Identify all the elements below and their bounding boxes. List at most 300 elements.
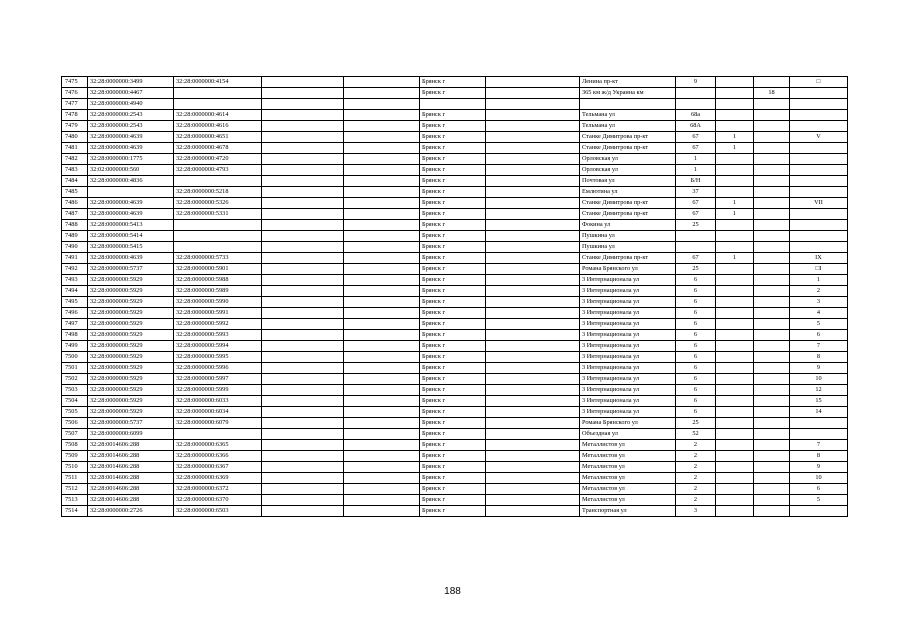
cell-house-number: 2 — [676, 440, 716, 451]
table-row — [62, 473, 848, 484]
cell-street: 3 Интернационала ул — [580, 352, 676, 363]
cell-city: Брянск г — [420, 330, 486, 341]
cell-building-number — [716, 264, 754, 275]
table-row — [62, 99, 848, 110]
cell-flat-number — [754, 253, 790, 264]
cell-city: Брянск г — [420, 407, 486, 418]
cell-flat-number — [754, 220, 790, 231]
cell-col-empty-3 — [486, 396, 580, 407]
cell-col-empty-1 — [262, 396, 344, 407]
cell-city: Брянск г — [420, 396, 486, 407]
cell-street: Металлистов ул — [580, 495, 676, 506]
cell-city: Брянск г — [420, 385, 486, 396]
cell-cadastral-number-parent: 32:28:0014606:288 — [88, 495, 174, 506]
cell-cadastral-number-parent: 32:28:0000000:3499 — [88, 77, 174, 88]
cell-col-empty-3 — [486, 275, 580, 286]
cell-street: Пушкина ул — [580, 242, 676, 253]
cell-cadastral-number: 32:28:0000000:5999 — [174, 385, 262, 396]
cell-house-number: 67 — [676, 143, 716, 154]
table-row — [62, 88, 848, 99]
cell-row-number: 7475 — [62, 77, 88, 88]
table-row — [62, 396, 848, 407]
cell-room-number — [790, 231, 848, 242]
cell-row-number: 7512 — [62, 484, 88, 495]
table-row — [62, 209, 848, 220]
cell-building-number — [716, 99, 754, 110]
cell-building-number — [716, 407, 754, 418]
cell-flat-number — [754, 418, 790, 429]
cell-flat-number — [754, 176, 790, 187]
cell-building-number — [716, 330, 754, 341]
cell-row-number: 7479 — [62, 121, 88, 132]
cell-col-empty-1 — [262, 275, 344, 286]
cell-cadastral-number: 32:28:0000000:4678 — [174, 143, 262, 154]
cell-cadastral-number-parent: 32:28:0014606:288 — [88, 473, 174, 484]
cell-cadastral-number: 32:28:0000000:5990 — [174, 297, 262, 308]
cell-col-empty-3 — [486, 407, 580, 418]
cell-room-number — [790, 121, 848, 132]
cell-room-number — [790, 110, 848, 121]
cell-building-number: 1 — [716, 209, 754, 220]
cell-col-empty-3 — [486, 374, 580, 385]
cell-col-empty-3 — [486, 77, 580, 88]
cell-col-empty-1 — [262, 264, 344, 275]
cell-flat-number — [754, 242, 790, 253]
table-row — [62, 440, 848, 451]
cell-building-number: 1 — [716, 198, 754, 209]
cell-room-number: 6 — [790, 484, 848, 495]
cell-cadastral-number-parent: 32:28:0000000:1775 — [88, 154, 174, 165]
cell-city: Брянск г — [420, 484, 486, 495]
cell-city: Брянск г — [420, 165, 486, 176]
cell-flat-number — [754, 187, 790, 198]
table-row — [62, 429, 848, 440]
page-number: 188 — [444, 586, 461, 597]
cell-row-number: 7508 — [62, 440, 88, 451]
table-row — [62, 220, 848, 231]
cell-building-number — [716, 176, 754, 187]
cell-row-number: 7507 — [62, 429, 88, 440]
cell-row-number: 7499 — [62, 341, 88, 352]
cell-col-empty-1 — [262, 352, 344, 363]
table-row — [62, 154, 848, 165]
cell-cadastral-number-parent: 32:28:0000000:5929 — [88, 275, 174, 286]
cell-city: Брянск г — [420, 253, 486, 264]
cell-street: Металлистов ул — [580, 462, 676, 473]
cell-row-number: 7486 — [62, 198, 88, 209]
cell-row-number: 7476 — [62, 88, 88, 99]
cell-cadastral-number: 32:28:0000000:6370 — [174, 495, 262, 506]
cell-building-number: 1 — [716, 253, 754, 264]
cell-street: Орловская ул — [580, 165, 676, 176]
cell-building-number — [716, 451, 754, 462]
cell-row-number: 7502 — [62, 374, 88, 385]
cell-city: Брянск г — [420, 352, 486, 363]
cell-col-empty-1 — [262, 176, 344, 187]
cell-city: Брянск г — [420, 429, 486, 440]
table-row — [62, 77, 848, 88]
table-row — [62, 319, 848, 330]
cell-street: Орловская ул — [580, 154, 676, 165]
cell-street: Транспортная ул — [580, 506, 676, 517]
table-row — [62, 297, 848, 308]
cell-city: Брянск г — [420, 308, 486, 319]
cell-cadastral-number-parent: 32:28:0014606:288 — [88, 462, 174, 473]
cell-row-number: 7483 — [62, 165, 88, 176]
cell-street: Станке Димитрова пр-кт — [580, 198, 676, 209]
cell-building-number — [716, 495, 754, 506]
cell-col-empty-3 — [486, 495, 580, 506]
cell-col-empty-2 — [344, 88, 420, 99]
cell-building-number — [716, 462, 754, 473]
cell-building-number — [716, 121, 754, 132]
cell-col-empty-2 — [344, 396, 420, 407]
cell-row-number: 7500 — [62, 352, 88, 363]
cell-city: Брянск г — [420, 77, 486, 88]
cell-col-empty-2 — [344, 198, 420, 209]
cell-col-empty-2 — [344, 176, 420, 187]
cell-cadastral-number: 32:28:0000000:5901 — [174, 264, 262, 275]
cell-flat-number — [754, 363, 790, 374]
cell-room-number — [790, 187, 848, 198]
cell-col-empty-2 — [344, 132, 420, 143]
cell-building-number — [716, 352, 754, 363]
cell-col-empty-3 — [486, 385, 580, 396]
cell-row-number: 7504 — [62, 396, 88, 407]
table-row — [62, 495, 848, 506]
cell-building-number — [716, 473, 754, 484]
cell-col-empty-3 — [486, 462, 580, 473]
cell-cadastral-number-parent: 32:28:0000000:5414 — [88, 231, 174, 242]
cell-street: 3 Интернационала ул — [580, 275, 676, 286]
cadastral-table — [61, 76, 848, 517]
cell-city: Брянск г — [420, 264, 486, 275]
cell-street: Металлистов ул — [580, 473, 676, 484]
table-row — [62, 242, 848, 253]
cell-flat-number — [754, 154, 790, 165]
cell-cadastral-number-parent: 32:28:0014606:288 — [88, 440, 174, 451]
cell-house-number: 2 — [676, 473, 716, 484]
cell-flat-number: 18 — [754, 88, 790, 99]
cell-row-number: 7509 — [62, 451, 88, 462]
cell-room-number: 1 — [790, 275, 848, 286]
cell-building-number — [716, 154, 754, 165]
cell-cadastral-number-parent: 32:28:0000000:5929 — [88, 308, 174, 319]
table-row — [62, 198, 848, 209]
cell-building-number — [716, 275, 754, 286]
cell-room-number — [790, 165, 848, 176]
cell-col-empty-1 — [262, 407, 344, 418]
cell-room-number: 6 — [790, 330, 848, 341]
cell-cadastral-number-parent: 32:28:0000000:5415 — [88, 242, 174, 253]
cell-building-number — [716, 319, 754, 330]
cell-street: 3 Интернационала ул — [580, 385, 676, 396]
cell-cadastral-number: 32:28:0000000:5991 — [174, 308, 262, 319]
cell-house-number: 6 — [676, 319, 716, 330]
cell-building-number: 1 — [716, 143, 754, 154]
cell-cadastral-number: 32:28:0000000:5997 — [174, 374, 262, 385]
cell-row-number: 7477 — [62, 99, 88, 110]
cell-building-number — [716, 484, 754, 495]
cell-room-number — [790, 220, 848, 231]
cell-cadastral-number-parent: 32:28:0000000:4639 — [88, 132, 174, 143]
cell-col-empty-3 — [486, 418, 580, 429]
cell-cadastral-number: 32:28:0000000:4614 — [174, 110, 262, 121]
cell-building-number — [716, 165, 754, 176]
cell-cadastral-number-parent: 32:28:0000000:4639 — [88, 198, 174, 209]
cell-room-number: 3 — [790, 297, 848, 308]
cell-room-number — [790, 429, 848, 440]
cell-col-empty-1 — [262, 429, 344, 440]
cell-cadastral-number-parent: 32:28:0000000:5737 — [88, 264, 174, 275]
cell-col-empty-2 — [344, 110, 420, 121]
cell-row-number: 7480 — [62, 132, 88, 143]
table-row — [62, 341, 848, 352]
cell-street: 3 Интернационала ул — [580, 308, 676, 319]
table-row — [62, 451, 848, 462]
cell-house-number: 3 — [676, 506, 716, 517]
cell-col-empty-1 — [262, 110, 344, 121]
cell-house-number — [676, 231, 716, 242]
cell-street: Ленина пр-кт — [580, 77, 676, 88]
cell-flat-number — [754, 319, 790, 330]
cell-flat-number — [754, 275, 790, 286]
cell-col-empty-2 — [344, 462, 420, 473]
cell-col-empty-2 — [344, 506, 420, 517]
cell-col-empty-3 — [486, 286, 580, 297]
table-row — [62, 407, 848, 418]
cell-room-number — [790, 99, 848, 110]
cell-street: Тельмана ул — [580, 110, 676, 121]
cell-col-empty-3 — [486, 319, 580, 330]
cell-col-empty-2 — [344, 242, 420, 253]
cell-house-number: 67 — [676, 198, 716, 209]
cell-street: Станке Димитрова пр-кт — [580, 132, 676, 143]
cell-street: Металлистов ул — [580, 451, 676, 462]
cell-col-empty-3 — [486, 242, 580, 253]
cell-col-empty-1 — [262, 484, 344, 495]
cell-cadastral-number: 32:28:0000000:6033 — [174, 396, 262, 407]
table-row — [62, 462, 848, 473]
cell-street: Металлистов ул — [580, 440, 676, 451]
cell-street: 3 Интернационала ул — [580, 363, 676, 374]
cell-street: 365 км ж/д Украина км — [580, 88, 676, 99]
cell-house-number: 6 — [676, 308, 716, 319]
cell-cadastral-number: 32:28:0000000:5326 — [174, 198, 262, 209]
cell-flat-number — [754, 143, 790, 154]
cell-row-number: 7487 — [62, 209, 88, 220]
cell-cadastral-number: 32:28:0000000:6369 — [174, 473, 262, 484]
cell-flat-number — [754, 209, 790, 220]
cell-city: Брянск г — [420, 462, 486, 473]
cell-col-empty-1 — [262, 132, 344, 143]
cell-cadastral-number-parent: 32:28:0000000:4467 — [88, 88, 174, 99]
cell-flat-number — [754, 132, 790, 143]
cell-col-empty-2 — [344, 484, 420, 495]
cell-col-empty-2 — [344, 187, 420, 198]
cell-building-number — [716, 187, 754, 198]
cell-room-number — [790, 506, 848, 517]
cell-flat-number — [754, 198, 790, 209]
cell-flat-number — [754, 473, 790, 484]
cell-cadastral-number: 32:28:0000000:5218 — [174, 187, 262, 198]
cell-row-number: 7485 — [62, 187, 88, 198]
cell-building-number — [716, 77, 754, 88]
cell-house-number: 6 — [676, 407, 716, 418]
cell-flat-number — [754, 451, 790, 462]
cell-flat-number — [754, 330, 790, 341]
cell-col-empty-2 — [344, 165, 420, 176]
cell-street: Романа Брянского ул — [580, 418, 676, 429]
cell-city: Брянск г — [420, 363, 486, 374]
cell-cadastral-number-parent: 32:28:0000000:4639 — [88, 253, 174, 264]
cell-cadastral-number: 32:28:0000000:6503 — [174, 506, 262, 517]
cell-flat-number — [754, 484, 790, 495]
cell-col-empty-2 — [344, 451, 420, 462]
cell-room-number: 8 — [790, 451, 848, 462]
cell-room-number — [790, 242, 848, 253]
cell-street — [580, 99, 676, 110]
cell-street: 3 Интернационала ул — [580, 374, 676, 385]
cell-col-empty-2 — [344, 231, 420, 242]
cell-col-empty-1 — [262, 198, 344, 209]
cell-col-empty-1 — [262, 319, 344, 330]
cell-house-number: 68а — [676, 110, 716, 121]
cell-row-number: 7505 — [62, 407, 88, 418]
cell-row-number: 7495 — [62, 297, 88, 308]
table-row — [62, 484, 848, 495]
cell-room-number: 10 — [790, 473, 848, 484]
cell-flat-number — [754, 506, 790, 517]
cell-col-empty-3 — [486, 253, 580, 264]
cell-house-number: 6 — [676, 363, 716, 374]
cell-house-number: Б/Н — [676, 176, 716, 187]
cell-row-number: 7496 — [62, 308, 88, 319]
cell-room-number — [790, 209, 848, 220]
table-row — [62, 110, 848, 121]
cell-cadastral-number — [174, 231, 262, 242]
cell-house-number: 2 — [676, 451, 716, 462]
cell-cadastral-number — [174, 429, 262, 440]
cell-building-number — [716, 308, 754, 319]
cell-flat-number — [754, 385, 790, 396]
cell-room-number: 7 — [790, 341, 848, 352]
cell-city: Брянск г — [420, 176, 486, 187]
cell-flat-number — [754, 440, 790, 451]
cell-city: Брянск г — [420, 231, 486, 242]
cell-col-empty-1 — [262, 253, 344, 264]
cell-cadastral-number: 32:28:0000000:4651 — [174, 132, 262, 143]
cell-house-number — [676, 88, 716, 99]
cell-col-empty-1 — [262, 143, 344, 154]
cell-street: 3 Интернационала ул — [580, 297, 676, 308]
cell-col-empty-3 — [486, 154, 580, 165]
cell-row-number: 7489 — [62, 231, 88, 242]
cell-col-empty-3 — [486, 99, 580, 110]
table-row — [62, 253, 848, 264]
cell-street: 3 Интернационала ул — [580, 286, 676, 297]
cell-house-number: 6 — [676, 385, 716, 396]
cell-cadastral-number-parent: 32:28:0000000:5929 — [88, 396, 174, 407]
cell-room-number: 12 — [790, 385, 848, 396]
cell-building-number — [716, 385, 754, 396]
table-row — [62, 308, 848, 319]
cell-cadastral-number: 32:28:0000000:4616 — [174, 121, 262, 132]
cell-street: Пушкина ул — [580, 231, 676, 242]
cell-col-empty-1 — [262, 330, 344, 341]
cell-room-number — [790, 176, 848, 187]
cell-col-empty-3 — [486, 451, 580, 462]
cell-cadastral-number: 32:28:0000000:5992 — [174, 319, 262, 330]
cell-col-empty-3 — [486, 198, 580, 209]
cell-row-number: 7488 — [62, 220, 88, 231]
cell-cadastral-number-parent: 32:28:0000000:5929 — [88, 385, 174, 396]
cell-flat-number — [754, 264, 790, 275]
cell-building-number: 1 — [716, 132, 754, 143]
cell-row-number: 7490 — [62, 242, 88, 253]
cell-col-empty-3 — [486, 110, 580, 121]
cell-col-empty-2 — [344, 220, 420, 231]
cell-city: Брянск г — [420, 341, 486, 352]
cell-room-number — [790, 418, 848, 429]
cell-col-empty-1 — [262, 242, 344, 253]
cell-col-empty-3 — [486, 506, 580, 517]
cell-building-number — [716, 506, 754, 517]
cell-cadastral-number: 32:28:0000000:5331 — [174, 209, 262, 220]
cell-col-empty-2 — [344, 99, 420, 110]
cell-cadastral-number-parent: 32:28:0000000:5929 — [88, 341, 174, 352]
cell-cadastral-number: 32:28:0000000:5733 — [174, 253, 262, 264]
table-row — [62, 132, 848, 143]
cell-room-number: 5 — [790, 319, 848, 330]
cell-row-number: 7498 — [62, 330, 88, 341]
cell-col-empty-2 — [344, 418, 420, 429]
cell-house-number: 6 — [676, 275, 716, 286]
cell-street: Объездная ул — [580, 429, 676, 440]
table-row — [62, 143, 848, 154]
cell-street: Металлистов ул — [580, 484, 676, 495]
cell-cadastral-number: 32:28:0000000:5988 — [174, 275, 262, 286]
cell-col-empty-2 — [344, 319, 420, 330]
cell-room-number: 9 — [790, 363, 848, 374]
cell-flat-number — [754, 77, 790, 88]
cell-col-empty-3 — [486, 132, 580, 143]
cell-flat-number — [754, 165, 790, 176]
cell-cadastral-number-parent: 32:02:0000000:560 — [88, 165, 174, 176]
cell-house-number: 1 — [676, 165, 716, 176]
cell-col-empty-2 — [344, 77, 420, 88]
cell-house-number: 52 — [676, 429, 716, 440]
cell-city: Брянск г — [420, 88, 486, 99]
cell-cadastral-number-parent: 32:28:0000000:4639 — [88, 209, 174, 220]
cell-col-empty-3 — [486, 484, 580, 495]
cell-house-number: 67 — [676, 253, 716, 264]
cell-col-empty-1 — [262, 440, 344, 451]
cell-house-number: 6 — [676, 330, 716, 341]
cell-row-number: 7506 — [62, 418, 88, 429]
cell-house-number: 2 — [676, 495, 716, 506]
cell-col-empty-2 — [344, 209, 420, 220]
cell-city: Брянск г — [420, 374, 486, 385]
cell-col-empty-3 — [486, 352, 580, 363]
cell-col-empty-2 — [344, 121, 420, 132]
cell-room-number: □I — [790, 264, 848, 275]
cell-house-number: 6 — [676, 297, 716, 308]
cell-cadastral-number: 32:28:0000000:6367 — [174, 462, 262, 473]
cell-house-number: 25 — [676, 418, 716, 429]
cell-col-empty-2 — [344, 374, 420, 385]
cell-city: Брянск г — [420, 473, 486, 484]
